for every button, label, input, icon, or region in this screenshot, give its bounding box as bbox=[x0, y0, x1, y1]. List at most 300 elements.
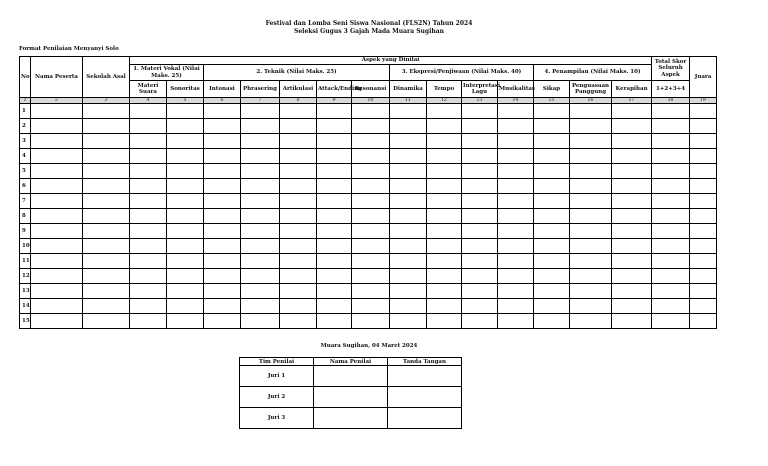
score-cell[interactable] bbox=[612, 299, 652, 314]
score-cell[interactable] bbox=[280, 149, 317, 164]
score-cell[interactable] bbox=[31, 314, 83, 329]
score-cell[interactable] bbox=[534, 209, 570, 224]
score-cell[interactable] bbox=[427, 284, 462, 299]
score-cell[interactable] bbox=[130, 209, 167, 224]
score-cell[interactable] bbox=[280, 209, 317, 224]
score-cell[interactable] bbox=[280, 194, 317, 209]
score-cell[interactable] bbox=[352, 134, 390, 149]
score-cell[interactable] bbox=[427, 104, 462, 119]
score-cell[interactable] bbox=[83, 254, 130, 269]
score-cell[interactable] bbox=[31, 239, 83, 254]
score-cell[interactable] bbox=[317, 164, 352, 179]
score-cell[interactable] bbox=[652, 179, 690, 194]
score-cell[interactable] bbox=[534, 119, 570, 134]
score-cell[interactable] bbox=[204, 104, 241, 119]
score-cell[interactable] bbox=[317, 299, 352, 314]
score-cell[interactable] bbox=[204, 224, 241, 239]
score-cell[interactable] bbox=[31, 284, 83, 299]
title-line-2: Seleksi Gugus 3 Gajah Mada Muara Sugihan bbox=[294, 28, 444, 35]
score-cell[interactable] bbox=[280, 284, 317, 299]
score-cell[interactable] bbox=[534, 269, 570, 284]
score-cell[interactable] bbox=[652, 134, 690, 149]
score-cell[interactable] bbox=[130, 299, 167, 314]
score-cell[interactable] bbox=[317, 284, 352, 299]
table-row bbox=[20, 209, 717, 224]
score-cell[interactable] bbox=[280, 164, 317, 179]
score-cell[interactable] bbox=[204, 119, 241, 134]
score-cell[interactable] bbox=[690, 269, 717, 284]
score-cell[interactable] bbox=[498, 119, 534, 134]
score-cell[interactable] bbox=[31, 164, 83, 179]
score-cell[interactable] bbox=[130, 119, 167, 134]
score-cell[interactable] bbox=[612, 149, 652, 164]
score-cell[interactable] bbox=[31, 149, 83, 164]
score-cell[interactable] bbox=[498, 164, 534, 179]
score-cell[interactable] bbox=[690, 149, 717, 164]
score-cell[interactable] bbox=[390, 284, 427, 299]
score-cell[interactable] bbox=[498, 224, 534, 239]
column-number: 3 bbox=[83, 98, 130, 104]
score-cell[interactable] bbox=[83, 149, 130, 164]
score-cell[interactable] bbox=[498, 209, 534, 224]
score-cell[interactable] bbox=[427, 194, 462, 209]
score-cell[interactable] bbox=[31, 209, 83, 224]
score-cell[interactable] bbox=[317, 224, 352, 239]
score-cell[interactable] bbox=[31, 119, 83, 134]
score-cell[interactable] bbox=[83, 209, 130, 224]
table-row bbox=[20, 239, 717, 254]
score-cell[interactable] bbox=[204, 149, 241, 164]
column-number: 18 bbox=[652, 98, 690, 104]
score-cell[interactable] bbox=[462, 299, 498, 314]
score-cell[interactable] bbox=[498, 194, 534, 209]
score-cell[interactable] bbox=[690, 104, 717, 119]
score-cell[interactable] bbox=[462, 194, 498, 209]
score-cell[interactable] bbox=[612, 239, 652, 254]
score-cell[interactable] bbox=[241, 224, 280, 239]
score-cell[interactable] bbox=[462, 164, 498, 179]
score-cell[interactable] bbox=[317, 314, 352, 329]
sub-phrasering: Phrasering bbox=[241, 81, 280, 98]
score-cell[interactable] bbox=[130, 269, 167, 284]
score-cell[interactable] bbox=[31, 134, 83, 149]
score-cell[interactable] bbox=[83, 104, 130, 119]
score-cell[interactable] bbox=[390, 194, 427, 209]
score-cell[interactable] bbox=[498, 254, 534, 269]
column-number: 16 bbox=[570, 98, 612, 104]
score-cell[interactable] bbox=[652, 209, 690, 224]
nama-penilai-cell[interactable] bbox=[314, 366, 388, 387]
score-cell[interactable] bbox=[83, 194, 130, 209]
score-cell[interactable] bbox=[167, 149, 204, 164]
score-cell[interactable] bbox=[427, 179, 462, 194]
score-cell[interactable] bbox=[427, 119, 462, 134]
column-number: 12 bbox=[427, 98, 462, 104]
score-cell[interactable] bbox=[204, 314, 241, 329]
score-cell[interactable] bbox=[31, 299, 83, 314]
score-cell[interactable] bbox=[352, 224, 390, 239]
score-cell[interactable] bbox=[130, 224, 167, 239]
score-cell[interactable] bbox=[167, 179, 204, 194]
score-cell[interactable] bbox=[204, 239, 241, 254]
score-cell[interactable] bbox=[352, 299, 390, 314]
score-cell[interactable] bbox=[167, 164, 204, 179]
score-cell[interactable] bbox=[204, 164, 241, 179]
score-cell[interactable] bbox=[280, 134, 317, 149]
score-cell[interactable] bbox=[241, 149, 280, 164]
score-cell[interactable] bbox=[652, 194, 690, 209]
score-cell[interactable] bbox=[317, 149, 352, 164]
score-cell[interactable] bbox=[130, 179, 167, 194]
nama-penilai-cell[interactable] bbox=[314, 408, 388, 429]
score-cell[interactable] bbox=[534, 194, 570, 209]
score-cell[interactable] bbox=[204, 269, 241, 284]
score-cell[interactable] bbox=[352, 179, 390, 194]
score-cell[interactable] bbox=[462, 254, 498, 269]
score-cell[interactable] bbox=[167, 209, 204, 224]
score-cell[interactable] bbox=[204, 194, 241, 209]
score-cell[interactable] bbox=[31, 194, 83, 209]
score-cell[interactable] bbox=[167, 194, 204, 209]
format-label: Format Penilaian Menyanyi Solo bbox=[19, 46, 119, 52]
score-cell[interactable] bbox=[204, 284, 241, 299]
score-cell[interactable] bbox=[534, 179, 570, 194]
score-cell[interactable] bbox=[612, 269, 652, 284]
score-cell[interactable] bbox=[130, 284, 167, 299]
column-number: 1 bbox=[20, 98, 31, 104]
score-cell[interactable] bbox=[352, 119, 390, 134]
score-cell[interactable] bbox=[130, 314, 167, 329]
score-cell[interactable] bbox=[31, 104, 83, 119]
score-cell[interactable] bbox=[690, 194, 717, 209]
score-cell[interactable] bbox=[570, 194, 612, 209]
sub-tempo: Tempo bbox=[427, 81, 462, 98]
score-cell[interactable] bbox=[167, 134, 204, 149]
score-cell[interactable] bbox=[570, 224, 612, 239]
score-cell[interactable] bbox=[570, 164, 612, 179]
score-cell[interactable] bbox=[570, 284, 612, 299]
score-cell[interactable] bbox=[612, 194, 652, 209]
nama-penilai-cell[interactable] bbox=[314, 387, 388, 408]
score-cell[interactable] bbox=[652, 224, 690, 239]
row-number: 15 bbox=[20, 314, 31, 329]
score-cell[interactable] bbox=[570, 269, 612, 284]
score-cell[interactable] bbox=[241, 209, 280, 224]
score-cell[interactable] bbox=[427, 239, 462, 254]
score-cell[interactable] bbox=[280, 179, 317, 194]
score-cell[interactable] bbox=[31, 179, 83, 194]
score-cell[interactable] bbox=[652, 254, 690, 269]
score-cell[interactable] bbox=[352, 194, 390, 209]
score-cell[interactable] bbox=[612, 134, 652, 149]
score-cell[interactable] bbox=[427, 314, 462, 329]
score-cell[interactable] bbox=[652, 164, 690, 179]
score-cell[interactable] bbox=[690, 299, 717, 314]
score-cell[interactable] bbox=[204, 134, 241, 149]
score-cell[interactable] bbox=[570, 179, 612, 194]
score-cell[interactable] bbox=[352, 254, 390, 269]
score-cell[interactable] bbox=[427, 269, 462, 284]
score-cell[interactable] bbox=[534, 299, 570, 314]
row-number: 12 bbox=[20, 269, 31, 284]
score-cell[interactable] bbox=[280, 104, 317, 119]
score-cell[interactable] bbox=[204, 299, 241, 314]
score-cell[interactable] bbox=[241, 284, 280, 299]
score-cell[interactable] bbox=[462, 119, 498, 134]
score-cell[interactable] bbox=[690, 224, 717, 239]
score-cell[interactable] bbox=[130, 134, 167, 149]
sub-dinamika: Dinamika bbox=[390, 81, 427, 98]
score-cell[interactable] bbox=[390, 164, 427, 179]
score-cell[interactable] bbox=[317, 119, 352, 134]
score-cell[interactable] bbox=[534, 254, 570, 269]
score-cell[interactable] bbox=[570, 299, 612, 314]
score-cell[interactable] bbox=[462, 314, 498, 329]
score-cell[interactable] bbox=[462, 209, 498, 224]
score-cell[interactable] bbox=[534, 104, 570, 119]
score-cell[interactable] bbox=[534, 224, 570, 239]
score-cell[interactable] bbox=[280, 314, 317, 329]
score-cell[interactable] bbox=[352, 164, 390, 179]
score-cell[interactable] bbox=[612, 119, 652, 134]
score-cell[interactable] bbox=[83, 284, 130, 299]
score-cell[interactable] bbox=[652, 314, 690, 329]
score-cell[interactable] bbox=[130, 254, 167, 269]
score-cell[interactable] bbox=[498, 239, 534, 254]
score-cell[interactable] bbox=[317, 254, 352, 269]
score-cell[interactable] bbox=[130, 104, 167, 119]
score-cell[interactable] bbox=[390, 314, 427, 329]
score-cell[interactable] bbox=[83, 269, 130, 284]
score-cell[interactable] bbox=[167, 299, 204, 314]
score-cell[interactable] bbox=[352, 314, 390, 329]
score-cell[interactable] bbox=[167, 314, 204, 329]
score-cell[interactable] bbox=[570, 104, 612, 119]
score-cell[interactable] bbox=[612, 314, 652, 329]
score-cell[interactable] bbox=[241, 269, 280, 284]
score-cell[interactable] bbox=[352, 104, 390, 119]
score-cell[interactable] bbox=[83, 314, 130, 329]
score-cell[interactable] bbox=[498, 149, 534, 164]
score-cell[interactable] bbox=[390, 134, 427, 149]
score-cell[interactable] bbox=[167, 224, 204, 239]
score-cell[interactable] bbox=[390, 149, 427, 164]
score-cell[interactable] bbox=[652, 149, 690, 164]
score-cell[interactable] bbox=[241, 119, 280, 134]
score-cell[interactable] bbox=[427, 299, 462, 314]
score-cell[interactable] bbox=[83, 299, 130, 314]
score-cell[interactable] bbox=[390, 104, 427, 119]
score-cell[interactable] bbox=[690, 119, 717, 134]
score-cell[interactable] bbox=[241, 164, 280, 179]
score-cell[interactable] bbox=[652, 284, 690, 299]
score-cell[interactable] bbox=[612, 179, 652, 194]
score-cell[interactable] bbox=[317, 134, 352, 149]
tanda-tangan-cell[interactable] bbox=[388, 408, 462, 429]
row-number: 11 bbox=[20, 254, 31, 269]
score-cell[interactable] bbox=[241, 299, 280, 314]
score-cell[interactable] bbox=[31, 254, 83, 269]
score-cell[interactable] bbox=[204, 254, 241, 269]
score-cell[interactable] bbox=[241, 239, 280, 254]
score-cell[interactable] bbox=[427, 209, 462, 224]
score-cell[interactable] bbox=[462, 179, 498, 194]
score-cell[interactable] bbox=[652, 269, 690, 284]
score-cell[interactable] bbox=[612, 284, 652, 299]
score-cell[interactable] bbox=[83, 134, 130, 149]
score-cell[interactable] bbox=[570, 239, 612, 254]
score-cell[interactable] bbox=[570, 314, 612, 329]
score-cell[interactable] bbox=[390, 209, 427, 224]
score-cell[interactable] bbox=[280, 224, 317, 239]
score-cell[interactable] bbox=[570, 149, 612, 164]
score-cell[interactable] bbox=[167, 284, 204, 299]
score-cell[interactable] bbox=[612, 254, 652, 269]
score-cell[interactable] bbox=[690, 134, 717, 149]
score-cell[interactable] bbox=[498, 269, 534, 284]
score-cell[interactable] bbox=[427, 134, 462, 149]
score-cell[interactable] bbox=[241, 104, 280, 119]
score-cell[interactable] bbox=[317, 209, 352, 224]
score-cell[interactable] bbox=[280, 299, 317, 314]
score-cell[interactable] bbox=[534, 164, 570, 179]
score-cell[interactable] bbox=[317, 179, 352, 194]
score-cell[interactable] bbox=[280, 119, 317, 134]
score-cell[interactable] bbox=[690, 239, 717, 254]
score-cell[interactable] bbox=[130, 164, 167, 179]
score-cell[interactable] bbox=[130, 149, 167, 164]
score-cell[interactable] bbox=[167, 119, 204, 134]
score-cell[interactable] bbox=[498, 134, 534, 149]
score-cell[interactable] bbox=[690, 209, 717, 224]
score-cell[interactable] bbox=[390, 224, 427, 239]
header-nama-penilai: Nama Penilai bbox=[314, 358, 388, 366]
score-cell[interactable] bbox=[241, 194, 280, 209]
score-cell[interactable] bbox=[204, 179, 241, 194]
table-row bbox=[20, 179, 717, 194]
score-cell[interactable] bbox=[534, 314, 570, 329]
score-cell[interactable] bbox=[498, 179, 534, 194]
score-cell[interactable] bbox=[352, 239, 390, 254]
score-cell[interactable] bbox=[534, 284, 570, 299]
score-cell[interactable] bbox=[317, 269, 352, 284]
row-number: 4 bbox=[20, 149, 31, 164]
score-cell[interactable] bbox=[612, 104, 652, 119]
score-cell[interactable] bbox=[612, 209, 652, 224]
score-cell[interactable] bbox=[427, 254, 462, 269]
score-cell[interactable] bbox=[167, 239, 204, 254]
score-cell[interactable] bbox=[652, 239, 690, 254]
score-cell[interactable] bbox=[652, 299, 690, 314]
score-cell[interactable] bbox=[130, 239, 167, 254]
score-cell[interactable] bbox=[167, 254, 204, 269]
score-cell[interactable] bbox=[390, 179, 427, 194]
score-cell[interactable] bbox=[83, 179, 130, 194]
score-cell[interactable] bbox=[352, 284, 390, 299]
score-cell[interactable] bbox=[390, 299, 427, 314]
score-cell[interactable] bbox=[427, 149, 462, 164]
score-cell[interactable] bbox=[352, 149, 390, 164]
score-cell[interactable] bbox=[241, 254, 280, 269]
score-cell[interactable] bbox=[570, 119, 612, 134]
score-cell[interactable] bbox=[390, 254, 427, 269]
score-cell[interactable] bbox=[317, 104, 352, 119]
score-cell[interactable] bbox=[570, 134, 612, 149]
tanda-tangan-cell[interactable] bbox=[388, 366, 462, 387]
score-cell[interactable] bbox=[498, 314, 534, 329]
tanda-tangan-cell[interactable] bbox=[388, 387, 462, 408]
column-number: 13 bbox=[462, 98, 498, 104]
score-cell[interactable] bbox=[462, 104, 498, 119]
score-cell[interactable] bbox=[167, 269, 204, 284]
row-number: 7 bbox=[20, 194, 31, 209]
score-cell[interactable] bbox=[167, 104, 204, 119]
score-cell[interactable] bbox=[570, 209, 612, 224]
score-cell[interactable] bbox=[130, 194, 167, 209]
score-cell[interactable] bbox=[204, 209, 241, 224]
header-nama-peserta: Nama Peserta bbox=[31, 57, 83, 98]
score-cell[interactable] bbox=[83, 119, 130, 134]
score-cell[interactable] bbox=[690, 314, 717, 329]
score-cell[interactable] bbox=[498, 284, 534, 299]
score-cell[interactable] bbox=[690, 179, 717, 194]
score-cell[interactable] bbox=[352, 269, 390, 284]
score-cell[interactable] bbox=[427, 164, 462, 179]
score-cell[interactable] bbox=[390, 269, 427, 284]
score-cell[interactable] bbox=[498, 104, 534, 119]
score-cell[interactable] bbox=[534, 134, 570, 149]
score-cell[interactable] bbox=[280, 239, 317, 254]
score-cell[interactable] bbox=[280, 254, 317, 269]
score-cell[interactable] bbox=[83, 239, 130, 254]
score-cell[interactable] bbox=[280, 269, 317, 284]
score-cell[interactable] bbox=[462, 239, 498, 254]
score-cell[interactable] bbox=[690, 284, 717, 299]
score-cell[interactable] bbox=[462, 269, 498, 284]
score-cell[interactable] bbox=[317, 239, 352, 254]
score-cell[interactable] bbox=[612, 224, 652, 239]
score-cell[interactable] bbox=[690, 254, 717, 269]
score-cell[interactable] bbox=[31, 269, 83, 284]
score-cell[interactable] bbox=[83, 164, 130, 179]
group-teknik: 2. Teknik (Nilai Maks. 25) bbox=[204, 65, 390, 81]
score-cell[interactable] bbox=[498, 299, 534, 314]
score-cell[interactable] bbox=[83, 224, 130, 239]
score-cell[interactable] bbox=[352, 209, 390, 224]
score-cell[interactable] bbox=[241, 134, 280, 149]
score-cell[interactable] bbox=[570, 254, 612, 269]
score-cell[interactable] bbox=[390, 239, 427, 254]
score-cell[interactable] bbox=[427, 224, 462, 239]
score-cell[interactable] bbox=[652, 119, 690, 134]
score-cell[interactable] bbox=[534, 239, 570, 254]
score-cell[interactable] bbox=[462, 149, 498, 164]
sub-intonasi: Intonasi bbox=[204, 81, 241, 98]
score-cell[interactable] bbox=[612, 164, 652, 179]
score-cell[interactable] bbox=[31, 224, 83, 239]
score-cell[interactable] bbox=[690, 164, 717, 179]
score-cell[interactable] bbox=[462, 284, 498, 299]
score-cell[interactable] bbox=[317, 194, 352, 209]
score-cell[interactable] bbox=[652, 104, 690, 119]
score-cell[interactable] bbox=[390, 119, 427, 134]
score-cell[interactable] bbox=[462, 134, 498, 149]
score-cell[interactable] bbox=[241, 179, 280, 194]
score-cell[interactable] bbox=[462, 224, 498, 239]
score-cell[interactable] bbox=[534, 149, 570, 164]
score-cell[interactable] bbox=[241, 314, 280, 329]
group-materi-vokal: 1. Materi Vokal (Nilai Maks. 25) bbox=[130, 65, 204, 81]
